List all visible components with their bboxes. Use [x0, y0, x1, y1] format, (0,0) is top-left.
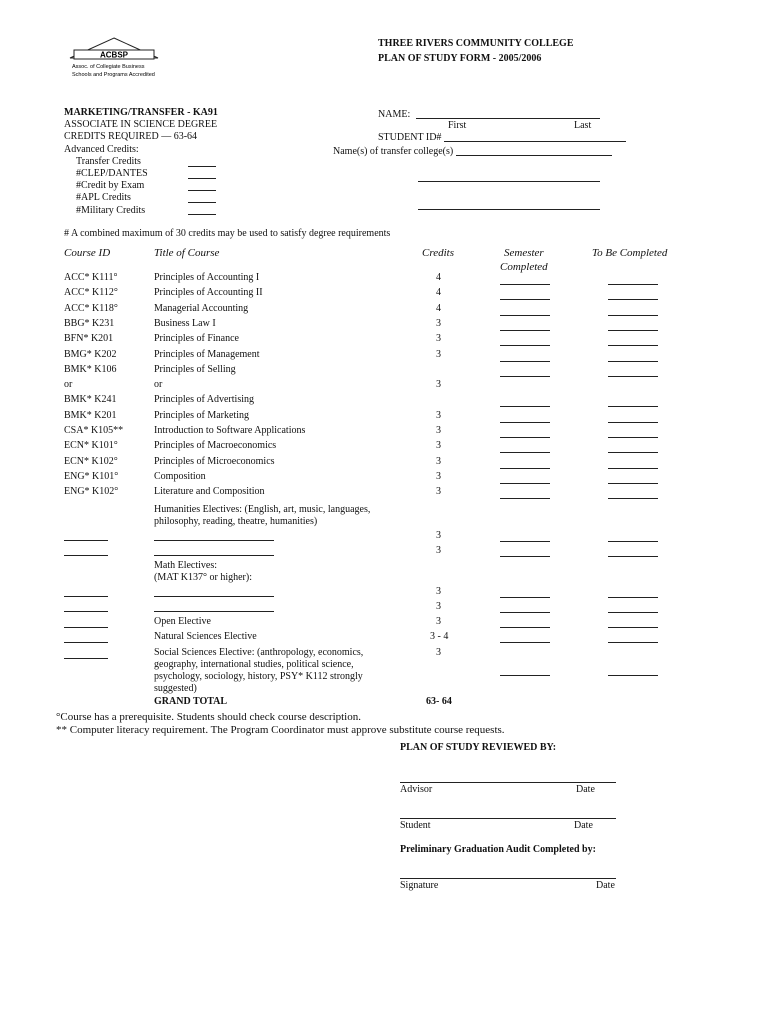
- course-id: BFN* K201: [64, 333, 114, 345]
- course-credits: 3: [436, 486, 441, 498]
- semester-completed-field[interactable]: [500, 437, 550, 438]
- math-title-field[interactable]: [154, 596, 274, 597]
- combined-credits-note: # A combined maximum of 30 credits may be used to satisfy degree requirements: [64, 228, 391, 239]
- social-science-title: Social Sciences Elective: (anthropology, economics, geography, international studies, political science, psychology, sociology, history, PSY* K112 strongly suggested): [154, 647, 364, 694]
- transfer-college-field[interactable]: [456, 155, 612, 156]
- to-be-completed-field[interactable]: [608, 498, 658, 499]
- course-id: BMK* K106: [64, 363, 117, 375]
- transfer-college-label: Name(s) of transfer college(s): [333, 146, 454, 157]
- course-credits: 3: [436, 425, 441, 436]
- course-title: Principles of Finance: [154, 333, 239, 345]
- advisor-label: Advisor: [400, 784, 433, 795]
- transfer-college-field-3[interactable]: [418, 209, 600, 210]
- elective-credits: 3: [436, 530, 441, 541]
- semester-completed-field[interactable]: [500, 376, 550, 377]
- acbsp-logo: [64, 36, 164, 82]
- course-id: ACC* K111°: [64, 272, 118, 283]
- course-credits: 4: [436, 302, 441, 314]
- advanced-item: #APL Credits: [76, 192, 131, 203]
- to-be-completed-field[interactable]: [608, 612, 658, 613]
- math-electives-sublabel: (MAT K137° or higher):: [154, 572, 252, 583]
- semester-completed-field[interactable]: [500, 498, 550, 499]
- semester-completed-field[interactable]: [500, 345, 550, 346]
- semester-completed-field[interactable]: [500, 483, 550, 484]
- logo-acronym: ACBSP: [99, 50, 129, 60]
- transfer-college-field-2[interactable]: [418, 181, 600, 182]
- course-title: Business Law I: [154, 317, 216, 329]
- open-elective-title: Open Elective: [154, 616, 211, 627]
- semester-completed-field[interactable]: [500, 361, 550, 362]
- to-be-completed-field[interactable]: [608, 468, 658, 469]
- credits-required: CREDITS REQUIRED — 63-64: [64, 131, 198, 142]
- course-title: Principles of Marketing: [154, 409, 249, 421]
- clep-field[interactable]: [188, 178, 216, 179]
- last-label: Last: [574, 120, 592, 131]
- name-field[interactable]: [416, 118, 600, 119]
- audit-date-label: Date: [596, 880, 615, 891]
- semester-completed-field[interactable]: [500, 642, 550, 643]
- elective-course-id-field[interactable]: [64, 555, 108, 556]
- semester-completed-field[interactable]: [500, 330, 550, 331]
- semester-completed-field[interactable]: [500, 315, 550, 316]
- course-title: Principles of Macroeconomics: [154, 440, 277, 452]
- to-be-completed-field[interactable]: [608, 437, 658, 438]
- audit-title: Preliminary Graduation Audit Completed by:: [400, 844, 596, 855]
- apl-field[interactable]: [188, 202, 216, 203]
- semester-completed-field[interactable]: [500, 541, 550, 542]
- math-course-id-field[interactable]: [64, 596, 108, 597]
- natural-science-credits: 3 - 4: [430, 631, 449, 642]
- advisor-signature-field[interactable]: [400, 782, 616, 783]
- semester-completed-field[interactable]: [500, 468, 550, 469]
- math-title-field[interactable]: [154, 611, 274, 612]
- open-elective-id-field[interactable]: [64, 627, 108, 628]
- military-field[interactable]: [188, 214, 216, 215]
- course-credits: 3: [436, 333, 441, 345]
- to-be-completed-field[interactable]: [608, 642, 658, 643]
- semester-completed-field[interactable]: [500, 284, 550, 285]
- natural-science-id-field[interactable]: [64, 642, 108, 643]
- advanced-item: #Credit by Exam: [76, 180, 145, 191]
- course-title: Principles of Accounting II: [154, 287, 263, 299]
- to-be-completed-field[interactable]: [608, 315, 658, 316]
- to-be-completed-field[interactable]: [608, 406, 658, 407]
- grand-total-value: 63- 64: [426, 696, 452, 707]
- to-be-completed-field[interactable]: [608, 299, 658, 300]
- header-to-be-completed: To Be Completed: [592, 247, 668, 259]
- name-label: NAME:: [378, 109, 411, 120]
- course-credits: 3: [436, 317, 441, 329]
- to-be-completed-field[interactable]: [608, 556, 658, 557]
- header-credits: Credits: [422, 247, 454, 259]
- student-id-field[interactable]: [444, 141, 626, 142]
- semester-completed-field[interactable]: [500, 612, 550, 613]
- header-title: Title of Course: [154, 247, 220, 259]
- signature-label: Signature: [400, 880, 439, 891]
- to-be-completed-field[interactable]: [608, 627, 658, 628]
- semester-completed-field[interactable]: [500, 675, 550, 676]
- college-name: THREE RIVERS COMMUNITY COLLEGE: [378, 38, 574, 49]
- course-credits: 3: [436, 348, 441, 360]
- course-id: CSA* K105**: [64, 425, 124, 436]
- course-id: BMK* K241: [64, 394, 117, 406]
- course-id: ECN* K102°: [64, 455, 118, 467]
- audit-signature-field[interactable]: [400, 878, 616, 879]
- to-be-completed-field[interactable]: [608, 330, 658, 331]
- to-be-completed-field[interactable]: [608, 422, 658, 423]
- to-be-completed-field[interactable]: [608, 345, 658, 346]
- course-id: ENG* K101°: [64, 470, 119, 482]
- course-title: Managerial Accounting: [154, 302, 249, 314]
- course-credits: 3: [436, 455, 441, 467]
- course-id: ACC* K118°: [64, 302, 118, 314]
- logo-line1: Assoc. of Collegiate Business: [72, 64, 145, 70]
- to-be-completed-field[interactable]: [608, 541, 658, 542]
- course-id: BMK* K201: [64, 409, 117, 421]
- elective-credits: 3: [436, 545, 441, 556]
- to-be-completed-field[interactable]: [608, 675, 658, 676]
- advisor-date-label: Date: [576, 784, 595, 795]
- to-be-completed-field[interactable]: [608, 452, 658, 453]
- course-title: Principles of Selling: [154, 363, 236, 375]
- math-credits: 3: [436, 601, 441, 612]
- math-electives-label: Math Electives:: [154, 560, 218, 571]
- social-science-credits: 3: [436, 647, 441, 658]
- semester-completed-field[interactable]: [500, 627, 550, 628]
- course-title: or: [154, 379, 163, 391]
- course-title: Principles of Management: [154, 348, 260, 360]
- elective-title-field[interactable]: [154, 540, 274, 541]
- course-id: BBG* K231: [64, 317, 115, 329]
- course-credits: 3: [436, 409, 441, 421]
- semester-completed-field[interactable]: [500, 299, 550, 300]
- semester-completed-field[interactable]: [500, 452, 550, 453]
- transfer-credits-field[interactable]: [188, 166, 216, 167]
- advanced-item: #Military Credits: [76, 205, 146, 216]
- to-be-completed-field[interactable]: [608, 361, 658, 362]
- math-course-id-field[interactable]: [64, 611, 108, 612]
- header-semester-completed: Completed: [500, 261, 548, 273]
- course-id: or: [64, 379, 73, 391]
- course-credits: 4: [436, 272, 441, 283]
- grand-total-label: GRAND TOTAL: [154, 696, 228, 707]
- first-label: First: [448, 120, 467, 131]
- course-id: ACC* K112°: [64, 287, 118, 299]
- humanities-electives-label: Humanities Electives: (English, art, music, languages, philosophy, reading, theatre, humanities): [154, 504, 371, 527]
- social-science-id-field[interactable]: [64, 658, 108, 659]
- elective-title-field[interactable]: [154, 555, 274, 556]
- open-elective-credits: 3: [436, 616, 441, 627]
- student-id-label: STUDENT ID#: [378, 132, 442, 143]
- student-label: Student: [400, 820, 431, 831]
- advanced-item: Transfer Credits: [76, 156, 141, 167]
- course-title: Literature and Composition: [154, 486, 265, 498]
- program-title: MARKETING/TRANSFER - KA91: [64, 107, 218, 118]
- course-id: ENG* K102°: [64, 486, 119, 498]
- course-id: ECN* K101°: [64, 440, 118, 452]
- to-be-completed-field[interactable]: [608, 376, 658, 377]
- course-title: Composition: [154, 470, 206, 482]
- semester-completed-field[interactable]: [500, 422, 550, 423]
- advanced-credits-label: Advanced Credits:: [64, 144, 139, 155]
- course-credits: 4: [436, 287, 441, 299]
- form-title: PLAN OF STUDY FORM - 2005/2006: [378, 53, 542, 64]
- course-credits: 3: [436, 379, 441, 391]
- to-be-completed-field[interactable]: [608, 483, 658, 484]
- student-signature-field[interactable]: [400, 818, 616, 819]
- footnote-computer-literacy: ** Computer literacy requirement. The Program Coordinator must approve substitute course requests.: [56, 724, 505, 736]
- natural-science-title: Natural Sciences Elective: [154, 631, 257, 642]
- course-title: Principles of Accounting I: [154, 272, 260, 283]
- course-title: Principles of Microeconomics: [154, 455, 275, 467]
- course-title: Introduction to Software Applications: [154, 425, 306, 436]
- to-be-completed-field[interactable]: [608, 597, 658, 598]
- semester-completed-field[interactable]: [500, 406, 550, 407]
- header-semester: Semester: [504, 247, 544, 259]
- advanced-item: #CLEP/DANTES: [76, 168, 148, 179]
- review-title: PLAN OF STUDY REVIEWED BY:: [400, 742, 557, 753]
- student-date-label: Date: [574, 820, 593, 831]
- degree: ASSOCIATE IN SCIENCE DEGREE: [64, 119, 218, 130]
- logo-line2: Schools and Programs Accredited: [72, 72, 155, 78]
- elective-course-id-field[interactable]: [64, 540, 108, 541]
- semester-completed-field[interactable]: [500, 556, 550, 557]
- semester-completed-field[interactable]: [500, 597, 550, 598]
- course-credits: 3: [436, 440, 441, 452]
- header-course-id: Course ID: [64, 247, 111, 259]
- footnote-prerequisite: °Course has a prerequisite. Students should check course description.: [56, 711, 361, 723]
- course-id: BMG* K202: [64, 348, 117, 360]
- exam-credit-field[interactable]: [188, 190, 216, 191]
- to-be-completed-field[interactable]: [608, 284, 658, 285]
- course-credits: 3: [436, 470, 441, 482]
- math-credits: 3: [436, 586, 441, 597]
- course-title: Principles of Advertising: [154, 394, 254, 406]
